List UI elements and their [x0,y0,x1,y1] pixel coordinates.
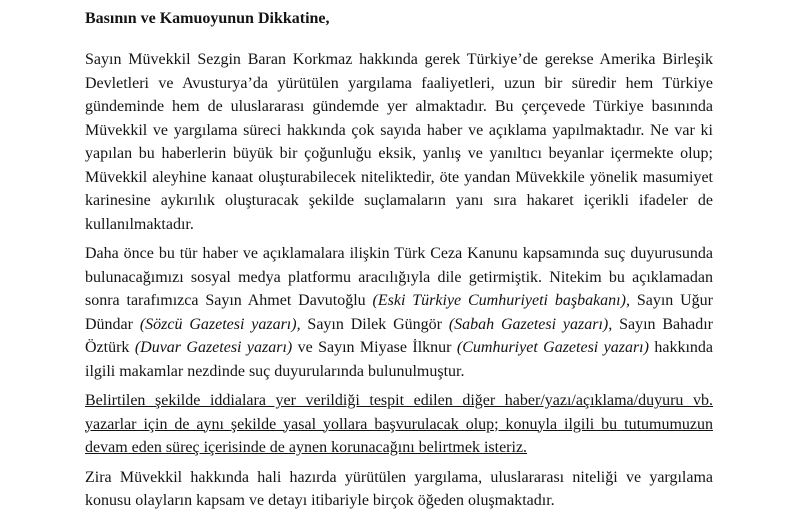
document-title: Basının ve Kamuoyunun Dikkatine, [85,10,330,27]
text-run: ve Sayın Miyase İlknur [292,339,457,356]
text-run-italic: (Sabah Gazetesi yazarı), [448,315,613,333]
text-run-italic: (Sözcü Gazetesi yazarı), [139,315,301,333]
text-run-italic: (Duvar Gazetesi yazarı) [134,339,293,356]
text-run: Daha önce bu tür haber ve açıklamalara ilişkin Türk Ceza Kanunu kapsamında suç duyurusunda bulunacağımızı sosyal medya platformu aracılığıyla dile getirmiştik. Nitekim bu açıklamadan sonra tarafımızca Sayın Ahmet Davutoğlu [85,245,713,309]
paragraph-3-underlined: Belirtilen şekilde iddialara yer verildiği tespit edilen diğer haber/yazı/açıklama/duyuru vb. yazarlar için de aynı şekilde yasal yollara başvurulacak olup; konuyla ilgili bu tutumumuzun devam eden süreç içerisinde de aynen korunacağını belirtmek isteriz. [85,392,713,456]
text-run: Sayın Dilek Güngör [300,315,449,333]
paragraph-4: Zira Müvekkil hakkında hali hazırda yürütülen yargılama, uluslararası niteliği ve yargılama konusu olayların kapsam ve detayı itibariyle birçok öğeden oluşmaktadır. [85,468,713,509]
paragraph-2 [85,242,713,383]
text-run-italic: (Cumhuriyet Gazetesi yazarı) [456,339,649,356]
paragraph-1: Sayın Müvekkil Sezgin Baran Korkmaz hakkında gerek Türkiye’de gerekse Amerika Birleşik Devletleri ve Avusturya’da yürütülen yargılama faaliyetleri, uzun bir süredir hem Türkiye gündeminde hem de uluslararası gündemde yer almaktadır. Bu çerçevede Türkiye basınında Müvekkil ve yargılama süreci hakkında çok sayıda haber ve açıklama yapılmaktadır. Ne var ki yapılan bu haberlerin büyük bir çoğunluğu eksik, yanlış ve yanıltıcı beyanlar içermekte olup; Müvekkil aleyhine kanaat oluşturabilecek niteliktedir, öte yandan Müvekkile yönelik masumiyet karinesine aykırılık oluşturacak şekilde suçlamaların yanı sıra hakaret içerikli ifadeler de kullanılmaktadır. [85,51,713,233]
text-run: Sayın Bahadır Öztürk [85,315,714,356]
text-run-italic: (Eski Türkiye Cumhuriyeti başbakanı), [372,292,630,309]
press-statement-document [85,7,713,519]
text-run: hakkında ilgili makamlar nezdinde suç duyurularında bulunulmuştur. [85,339,713,380]
text-run: Sayın Uğur Dündar [85,292,714,333]
